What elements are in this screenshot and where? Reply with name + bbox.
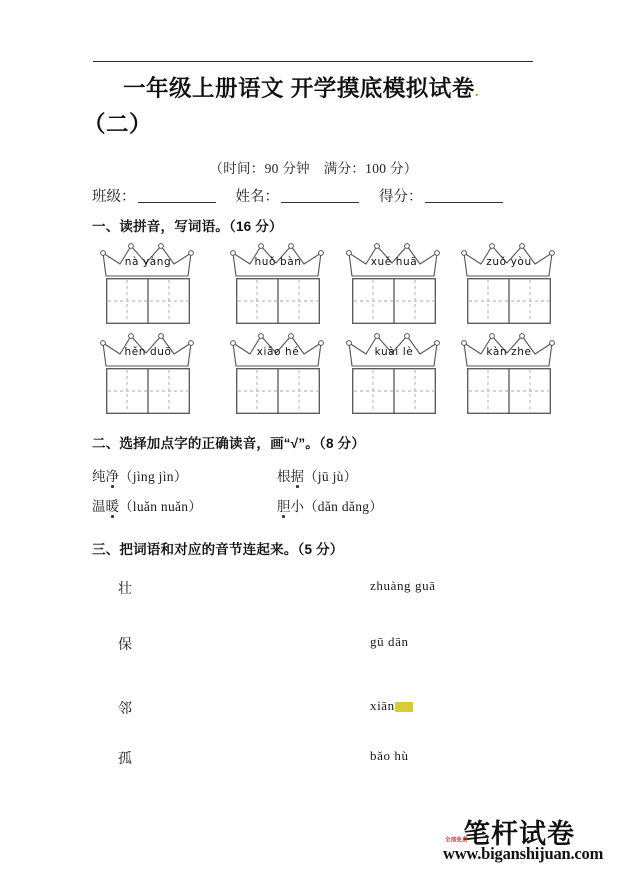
name-label: 姓名：: [235, 189, 279, 205]
choice-row: [92, 465, 552, 485]
choice-item[interactable]: [277, 495, 462, 515]
match-word[interactable]: 邻: [118, 702, 132, 717]
class-label: 班级：: [92, 189, 136, 205]
crown-icon: [228, 240, 328, 280]
tianzi-grid[interactable]: [467, 368, 551, 414]
choice-row: [92, 495, 552, 515]
crown-pinyin: zuǒ yòu: [486, 256, 532, 268]
choice-item[interactable]: [92, 465, 277, 485]
choice-word-post: 小: [290, 499, 304, 514]
tianzi-grid[interactable]: [106, 368, 190, 414]
crown-pinyin: hěn duō: [124, 346, 172, 358]
crown-pinyin: xiǎo hé: [256, 346, 300, 358]
watermark-free-tag: 全部免费: [445, 836, 468, 844]
title-trailing-mark: .: [474, 83, 480, 99]
tianzi-grid[interactable]: [352, 368, 436, 414]
section-2-heading: 二、选择加点字的正确读音，画“√”。（8 分）: [92, 436, 366, 451]
crown-icon: [98, 330, 198, 370]
title-line-1: [75, 72, 555, 108]
name-blank[interactable]: [281, 202, 359, 203]
crown-pinyin: kuài lè: [374, 346, 414, 358]
title-line-2: （二）: [83, 112, 153, 137]
crown-item: [88, 330, 208, 422]
crown-item: [334, 330, 454, 422]
choice-word-pre: 根: [277, 469, 291, 484]
choice-word-pre: 温: [92, 499, 106, 514]
crown-pinyin: xuě huā: [370, 256, 418, 268]
watermark-url: www.biganshijuan.com: [443, 844, 604, 863]
match-row: [0, 578, 627, 602]
choice-word-dotted: 净: [106, 465, 120, 485]
watermark: [435, 812, 620, 874]
title-main-text: 一年级上册语文 开学摸底模拟试卷: [123, 76, 475, 101]
tianzi-grid[interactable]: [236, 278, 320, 324]
choice-options[interactable]: （luǎn nuǎn）: [119, 499, 203, 514]
match-syllable[interactable]: [370, 698, 413, 714]
tianzi-grid[interactable]: [236, 368, 320, 414]
match-syllable-a: bǎo hù: [370, 748, 409, 763]
crown-pinyin: huǒ bàn: [254, 256, 302, 268]
score-label: 得分：: [379, 189, 423, 205]
crown-icon: [98, 240, 198, 280]
header-rule: [93, 61, 533, 62]
crown-item: [449, 330, 569, 422]
section-1-heading: 一、读拼音，写词语。（16 分）: [92, 219, 283, 234]
match-syllable-a: zhuàng guā: [370, 578, 436, 593]
page-title: [75, 72, 555, 142]
choice-word-pre: 纯: [92, 469, 106, 484]
choice-options[interactable]: （jū jù）: [304, 469, 358, 484]
crown-icon: [228, 330, 328, 370]
crown-item: [218, 240, 338, 332]
match-syllable-b: g yù: [394, 702, 413, 712]
choice-word-dotted: 暖: [106, 495, 120, 515]
exam-subtitle: （时间：90 分钟 满分：100 分）: [209, 161, 418, 176]
crown-pinyin: kàn zhe: [486, 346, 532, 358]
crown-item: [334, 240, 454, 332]
match-syllable[interactable]: [370, 578, 436, 594]
choice-word-dotted: 据: [291, 465, 305, 485]
choice-options[interactable]: （dǎn dǎng）: [304, 499, 384, 514]
choice-word-dotted: 胆: [277, 495, 291, 515]
crown-icon: [459, 240, 559, 280]
student-info-line: [92, 185, 509, 206]
crown-item: [218, 330, 338, 422]
class-blank[interactable]: [138, 202, 216, 203]
crown-icon: [344, 330, 444, 370]
match-syllable[interactable]: [370, 634, 409, 650]
tianzi-grid[interactable]: [106, 278, 190, 324]
crown-icon: [459, 330, 559, 370]
choice-item[interactable]: [277, 465, 462, 485]
match-row: [0, 634, 627, 658]
crown-row-1: [0, 240, 627, 332]
section-3-heading: 三、把词语和对应的音节连起来。（5 分）: [92, 542, 344, 557]
choice-item[interactable]: [92, 495, 277, 515]
tianzi-grid[interactable]: [352, 278, 436, 324]
match-word[interactable]: 孤: [118, 752, 132, 767]
crown-icon: [344, 240, 444, 280]
match-row: [0, 748, 627, 772]
score-blank[interactable]: [425, 202, 503, 203]
choice-options[interactable]: （jìng jìn）: [119, 469, 188, 484]
crown-pinyin: nà yàng: [124, 256, 172, 268]
match-syllable-a: xiān: [370, 698, 395, 713]
watermark-brand: 笔杆试卷: [463, 819, 575, 849]
match-word[interactable]: 壮: [118, 582, 132, 597]
crown-row-2: [0, 330, 627, 422]
match-syllable-a: gū dān: [370, 634, 409, 649]
crown-item: [449, 240, 569, 332]
match-row: [0, 698, 627, 722]
crown-item: [88, 240, 208, 332]
match-syllable[interactable]: [370, 748, 409, 764]
match-word[interactable]: 保: [118, 638, 132, 653]
tianzi-grid[interactable]: [467, 278, 551, 324]
